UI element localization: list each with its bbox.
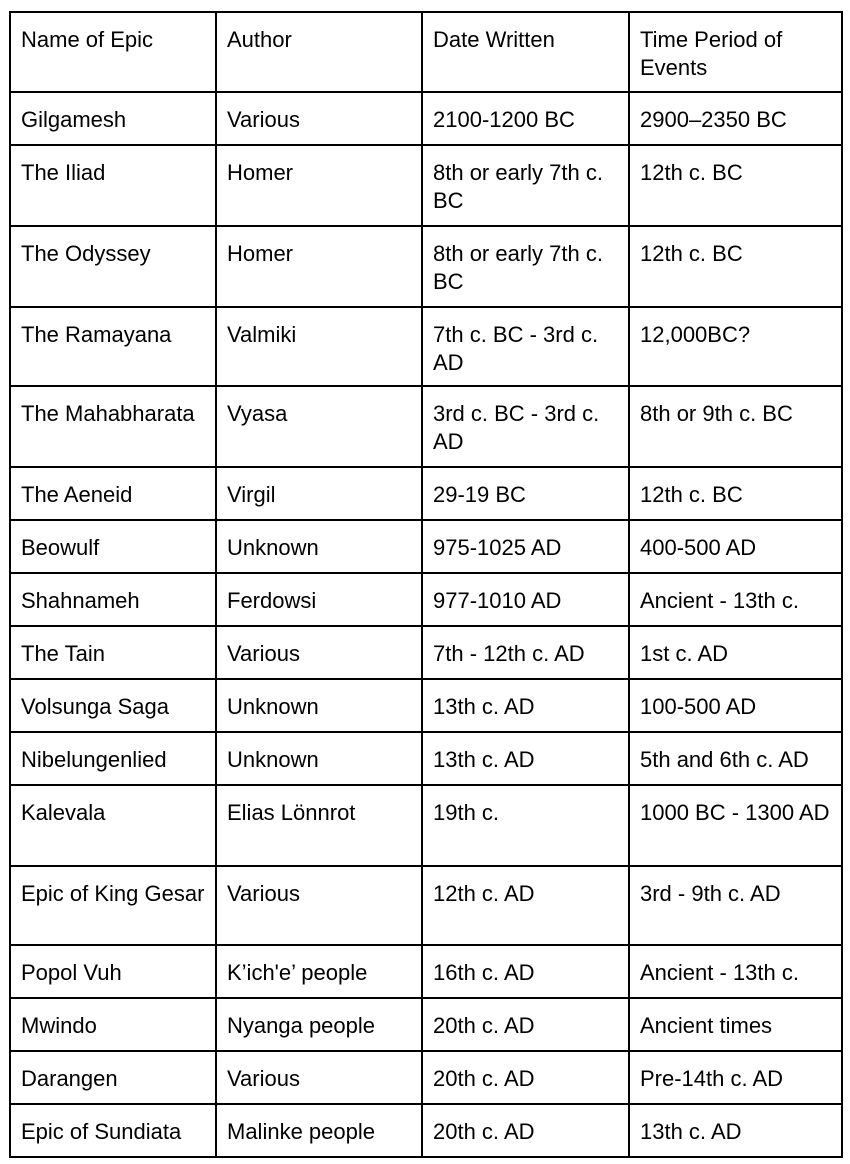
cell-time-period: Ancient - 13th c.: [629, 945, 842, 998]
table-row: [10, 945, 842, 998]
cell-epic-name: Gilgamesh: [10, 92, 216, 145]
header-author: Author: [216, 12, 422, 92]
cell-time-period: 8th or 9th c. BC: [629, 386, 842, 467]
cell-time-period: 12,000BC?: [629, 307, 842, 386]
cell-author: Unknown: [216, 520, 422, 573]
header-date-written: Date Written: [422, 12, 629, 92]
cell-time-period: 400-500 AD: [629, 520, 842, 573]
cell-epic-name: Epic of Sundiata: [10, 1104, 216, 1157]
table-row: [10, 998, 842, 1051]
cell-epic-name: Darangen: [10, 1051, 216, 1104]
cell-time-period: Pre-14th c. AD: [629, 1051, 842, 1104]
cell-epic-name: The Aeneid: [10, 467, 216, 520]
cell-epic-name: Popol Vuh: [10, 945, 216, 998]
table-row: [10, 226, 842, 307]
cell-epic-name: The Odyssey: [10, 226, 216, 307]
cell-time-period: 3rd - 9th c. AD: [629, 866, 842, 945]
cell-date-written: 20th c. AD: [422, 1051, 629, 1104]
cell-author: Various: [216, 866, 422, 945]
cell-time-period: 5th and 6th c. AD: [629, 732, 842, 785]
header-time-period: Time Period of Events: [629, 12, 842, 92]
table-row: [10, 1051, 842, 1104]
cell-epic-name: Epic of King Gesar: [10, 866, 216, 945]
cell-epic-name: The Ramayana: [10, 307, 216, 386]
cell-epic-name: Beowulf: [10, 520, 216, 573]
cell-time-period: 12th c. BC: [629, 467, 842, 520]
cell-date-written: 8th or early 7th c. BC: [422, 145, 629, 226]
table-row: [10, 732, 842, 785]
cell-author: Valmiki: [216, 307, 422, 386]
cell-date-written: 12th c. AD: [422, 866, 629, 945]
cell-author: Ferdowsi: [216, 573, 422, 626]
cell-author: Vyasa: [216, 386, 422, 467]
cell-author: Various: [216, 1051, 422, 1104]
cell-author: Unknown: [216, 679, 422, 732]
cell-time-period: 100-500 AD: [629, 679, 842, 732]
cell-epic-name: The Mahabharata: [10, 386, 216, 467]
cell-epic-name: The Tain: [10, 626, 216, 679]
cell-time-period: 2900–2350 BC: [629, 92, 842, 145]
table-row: [10, 626, 842, 679]
cell-author: Nyanga people: [216, 998, 422, 1051]
cell-date-written: 7th - 12th c. AD: [422, 626, 629, 679]
header-name-of-epic: Name of Epic: [10, 12, 216, 92]
cell-date-written: 20th c. AD: [422, 998, 629, 1051]
table-row: [10, 785, 842, 866]
cell-epic-name: Nibelungenlied: [10, 732, 216, 785]
cell-date-written: 20th c. AD: [422, 1104, 629, 1157]
cell-time-period: Ancient - 13th c.: [629, 573, 842, 626]
cell-date-written: 8th or early 7th c. BC: [422, 226, 629, 307]
epics-table: [9, 11, 843, 1158]
cell-author: Unknown: [216, 732, 422, 785]
cell-time-period: 1st c. AD: [629, 626, 842, 679]
table-row: [10, 92, 842, 145]
cell-author: Homer: [216, 226, 422, 307]
cell-date-written: 13th c. AD: [422, 679, 629, 732]
cell-date-written: 977-1010 AD: [422, 573, 629, 626]
cell-author: Various: [216, 92, 422, 145]
cell-date-written: 7th c. BC - 3rd c. AD: [422, 307, 629, 386]
cell-date-written: 2100-1200 BC: [422, 92, 629, 145]
table-row: [10, 679, 842, 732]
table-row: [10, 386, 842, 467]
table-row: [10, 866, 842, 945]
table-row: [10, 1104, 842, 1157]
header-row: [10, 12, 842, 92]
cell-date-written: 19th c.: [422, 785, 629, 866]
cell-time-period: 12th c. BC: [629, 226, 842, 307]
cell-time-period: Ancient times: [629, 998, 842, 1051]
table-row: [10, 573, 842, 626]
cell-author: Elias Lönnrot: [216, 785, 422, 866]
cell-epic-name: Volsunga Saga: [10, 679, 216, 732]
cell-time-period: 12th c. BC: [629, 145, 842, 226]
cell-date-written: 975-1025 AD: [422, 520, 629, 573]
cell-author: Various: [216, 626, 422, 679]
table-row: [10, 307, 842, 386]
cell-date-written: 29-19 BC: [422, 467, 629, 520]
cell-epic-name: Mwindo: [10, 998, 216, 1051]
table-row: [10, 145, 842, 226]
cell-author: Malinke people: [216, 1104, 422, 1157]
cell-author: Virgil: [216, 467, 422, 520]
cell-time-period: 13th c. AD: [629, 1104, 842, 1157]
cell-epic-name: The Iliad: [10, 145, 216, 226]
table-row: [10, 520, 842, 573]
cell-date-written: 16th c. AD: [422, 945, 629, 998]
cell-date-written: 3rd c. BC - 3rd c. AD: [422, 386, 629, 467]
cell-epic-name: Shahnameh: [10, 573, 216, 626]
cell-epic-name: Kalevala: [10, 785, 216, 866]
cell-time-period: 1000 BC - 1300 AD: [629, 785, 842, 866]
cell-author: Homer: [216, 145, 422, 226]
cell-author: K’ich'e’ people: [216, 945, 422, 998]
cell-date-written: 13th c. AD: [422, 732, 629, 785]
table-row: [10, 467, 842, 520]
